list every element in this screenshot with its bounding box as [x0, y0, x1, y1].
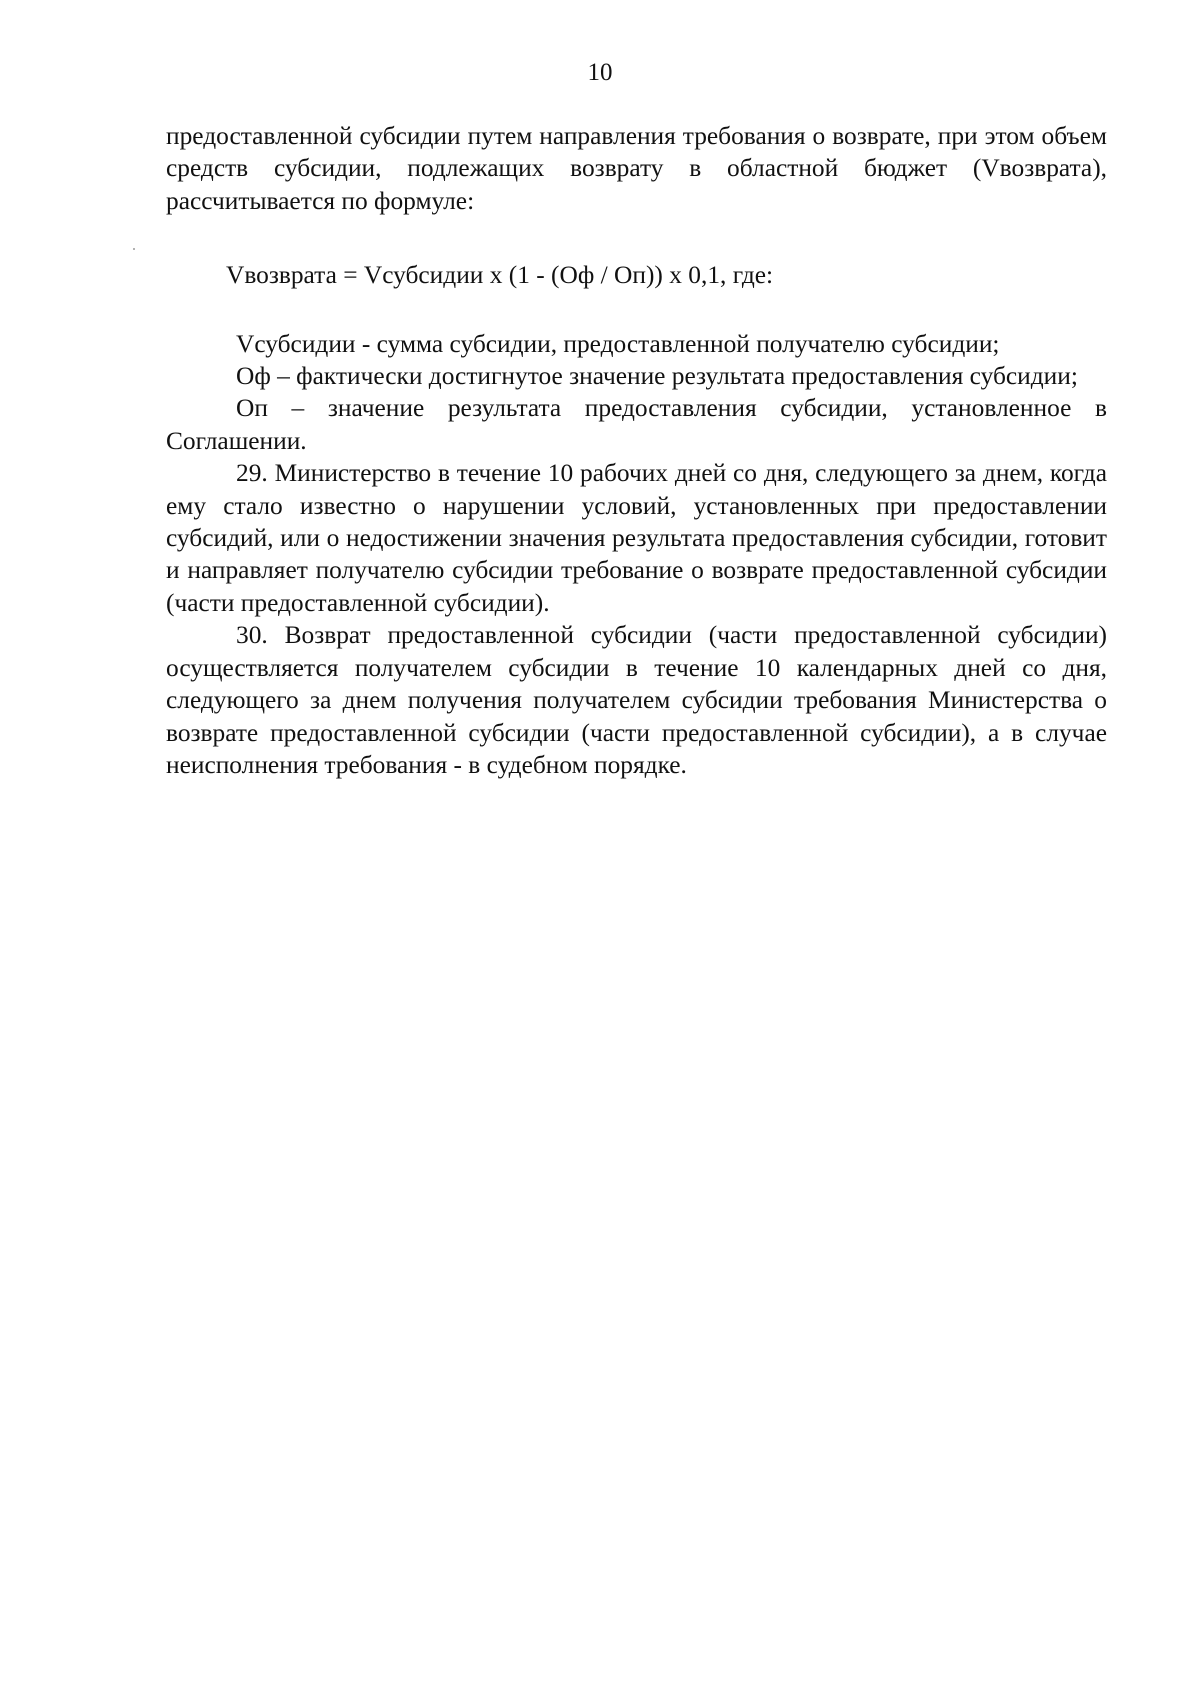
- formula: Vвозврата = Vсубсидии x (1 - (Оф / Оп)) x 0,1, где:: [226, 261, 774, 290]
- scan-speck: [133, 248, 135, 250]
- paragraph-29: 29. Министерство в течение 10 рабочих дней со дня, следующего за днем, когда ему стало известно о нарушении условий, установленных при предоставлении субсидий, или о недостижении значения результата предоставления субсидии, готовит и направляет получателю субсидии требование о возврате предоставленной субсидии (части предоставленной субсидии).: [166, 459, 1107, 617]
- definition-of: Оф – фактически достигнутое значение результата предоставления субсидии;: [236, 362, 1078, 391]
- document-body: [166, 120, 1107, 781]
- intro-paragraph: предоставленной субсидии путем направления требования о возврате, при этом объем средств субсидии, подлежащих возврату в областной бюджет (Vвозврата), рассчитывается по формуле:: [166, 122, 1107, 215]
- definition-op: Оп – значение результата предоставления субсидии, установленное в Соглашении.: [166, 394, 1107, 455]
- paragraph-30: 30. Возврат предоставленной субсидии (части предоставленной субсидии) осуществляется получателем субсидии в течение 10 календарных дней со дня, следующего за днем получения получателем субсидии требования Министерства о возврате предоставленной субсидии (части предоставленной субсидии), а в случае неисполнения требования - в судебном порядке.: [166, 621, 1107, 779]
- page-number: 10: [587, 59, 613, 86]
- definition-v-subsidy: Vсубсидии - сумма субсидии, предоставленной получателю субсидии;: [236, 329, 1000, 358]
